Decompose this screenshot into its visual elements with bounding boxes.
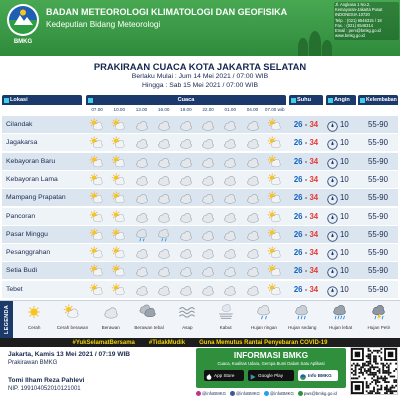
email-icon	[298, 391, 303, 396]
berawan-icon	[242, 155, 264, 169]
location-name: Mampang Prapatan	[6, 194, 66, 202]
legend-tag	[0, 301, 13, 338]
humidity: 55-90	[368, 193, 388, 203]
time-label: 19.00	[180, 107, 192, 112]
berawan-icon	[242, 118, 264, 132]
legend	[0, 300, 400, 338]
temp-min: 26	[293, 229, 303, 239]
cerah-berawan-icon	[108, 191, 130, 205]
temp-min: 26	[293, 156, 303, 166]
legend-item-kabut	[207, 301, 245, 338]
cerah-berawan-icon	[108, 283, 130, 297]
berawan-icon	[153, 283, 175, 297]
temp-separator: -	[302, 120, 310, 129]
berawan-icon	[175, 283, 197, 297]
berawan-icon	[219, 283, 241, 297]
berawan-icon	[219, 173, 241, 187]
cerah-berawan-icon	[264, 264, 286, 278]
wind-direction-icon	[327, 137, 338, 148]
berawan-icon	[153, 155, 175, 169]
contact-line: Telp. : (021) 6546315 / 18	[335, 18, 382, 24]
forecast-row	[2, 262, 398, 279]
twitter-icon	[264, 391, 269, 396]
time-label: 22.00	[202, 107, 214, 112]
cerah-berawan-icon	[61, 304, 83, 320]
instagram-icon	[196, 391, 201, 396]
cerah-berawan-icon	[108, 228, 130, 242]
forecast-row	[2, 171, 398, 188]
facebook-handle: @infoBMKG	[235, 391, 260, 396]
time-label: 07.00	[91, 107, 103, 112]
time-label: 07.00 wib	[264, 107, 285, 112]
berawan-icon	[153, 191, 175, 205]
instagram-link[interactable]	[196, 391, 226, 396]
header-wind-label: Angin	[334, 97, 350, 103]
berawan-icon	[242, 191, 264, 205]
cerah-berawan-icon	[108, 155, 130, 169]
legend-item-asap	[168, 301, 206, 338]
berawan-icon	[219, 210, 241, 224]
forecaster-role: Prakirawan BMKG	[8, 360, 58, 366]
berawan-icon	[242, 136, 264, 150]
legend-label: Hujan sedang	[288, 325, 317, 330]
temp-separator: -	[302, 248, 310, 258]
legend-item-cerah-berawan	[53, 301, 91, 338]
cerah-berawan-icon	[86, 210, 108, 224]
twitter-handle: @infoBMKG	[269, 391, 294, 396]
location-name: Kebayoran Lama	[6, 175, 58, 183]
berawan-icon	[242, 283, 264, 297]
wind-speed: 10	[340, 156, 349, 166]
legend-title: LEGENDA	[3, 305, 10, 334]
bmkg-logo	[6, 3, 40, 37]
legend-label: Hujan lebat	[328, 325, 353, 330]
header-temperature	[289, 95, 323, 105]
humidity: 55-90	[368, 229, 388, 239]
temperature	[289, 153, 323, 170]
legend-label: Kabut	[219, 325, 232, 330]
cerah-berawan-icon	[264, 118, 286, 132]
berawan-icon	[219, 155, 241, 169]
humidity: 55-90	[368, 211, 388, 221]
header-decoration	[298, 38, 308, 56]
temp-min: 26	[293, 120, 303, 129]
location-name: Kebayoran Baru	[6, 157, 56, 165]
header-decoration	[322, 40, 332, 56]
temperature	[289, 189, 323, 206]
kabut-icon	[215, 304, 237, 320]
app-store-label: App Store	[214, 373, 235, 378]
berawan-icon	[175, 173, 197, 187]
temp-separator: -	[302, 266, 310, 276]
page-title: PRAKIRAAN CUACA KOTA JAKARTA SELATAN	[93, 61, 307, 72]
berawan-icon	[131, 155, 153, 169]
contact-line: Fax. : (021) 6546314	[335, 23, 374, 29]
temp-max: 34	[309, 266, 319, 276]
location-name: Tebet	[6, 285, 23, 293]
forecaster-name: Tomi Ilham Reza Pahlevi	[8, 377, 85, 384]
hashtag: #TidakMudik	[148, 339, 186, 346]
legend-label: Cerah	[27, 325, 41, 330]
header-temperature-label: Suhu	[297, 97, 311, 103]
cerah-berawan-icon	[86, 264, 108, 278]
temp-separator: -	[302, 284, 310, 294]
cerah-berawan-icon	[86, 246, 108, 260]
temp-min: 26	[293, 138, 303, 148]
location-name: Pasar Minggu	[6, 230, 48, 238]
contact-line: Jl. Angkasa 1 No.2,	[335, 2, 371, 7]
hujan-sedang-icon	[291, 304, 313, 320]
temp-separator: -	[302, 211, 310, 221]
forecaster-nip: NIP. 199104052010121001	[8, 386, 81, 392]
humidity: 55-90	[368, 138, 388, 148]
berawan-icon	[175, 136, 197, 150]
cerah-berawan-icon	[264, 228, 286, 242]
cerah-berawan-icon	[264, 246, 286, 260]
berawan-icon	[131, 264, 153, 278]
berawan-icon	[242, 246, 264, 260]
cerah-berawan-icon	[86, 283, 108, 297]
cerah-berawan-icon	[86, 155, 108, 169]
wind-direction-icon	[327, 192, 338, 203]
header-tab-marker	[291, 98, 296, 103]
berawan-icon	[197, 210, 219, 224]
wind-speed: 10	[340, 138, 349, 148]
contact-line: INDONESIA 10720	[335, 11, 370, 17]
cerah-icon	[23, 304, 45, 320]
header-tab-marker	[360, 98, 365, 103]
location-name: Pancoran	[6, 212, 36, 220]
temperature	[289, 226, 323, 243]
facebook-icon	[230, 391, 235, 396]
cerah-berawan-icon	[108, 173, 130, 187]
berawan-icon	[219, 246, 241, 260]
legend-item-hujan-ringan	[245, 301, 283, 338]
hujan-ringan-icon	[253, 304, 275, 320]
legend-label: Berawan	[101, 325, 120, 330]
legend-item-hujan-petir	[360, 301, 398, 338]
berawan-icon	[219, 118, 241, 132]
time-labels	[0, 106, 400, 115]
header-tab-marker	[328, 98, 333, 103]
location-name: Jagakarsa	[6, 139, 38, 147]
berawan-icon	[175, 155, 197, 169]
berawan-icon	[131, 210, 153, 224]
berawan-icon	[219, 264, 241, 278]
cerah-berawan-icon	[264, 173, 286, 187]
berawan-icon	[197, 228, 219, 242]
cerah-berawan-icon	[264, 155, 286, 169]
humidity: 55-90	[368, 248, 388, 258]
temp-min: 26	[293, 248, 303, 258]
header-location-label: Lokasi	[10, 97, 28, 103]
cerah-berawan-icon	[264, 136, 286, 150]
google-play-label: Google Play	[258, 373, 284, 378]
legend-item-hujan-sedang	[283, 301, 321, 338]
legend-item-hujan-lebat	[321, 301, 359, 338]
forecast-table	[2, 116, 398, 298]
berawan-tebal-icon	[138, 304, 160, 320]
berawan-icon	[175, 118, 197, 132]
header-humidity-label: Kelembaban	[366, 97, 397, 103]
berawan-icon	[219, 228, 241, 242]
division-name: Kedeputian Bidang Meteorologi	[46, 20, 161, 29]
berawan-icon	[153, 246, 175, 260]
berawan-icon	[100, 304, 122, 320]
cerah-berawan-icon	[86, 191, 108, 205]
temperature	[289, 134, 323, 151]
berawan-icon	[153, 136, 175, 150]
hujan-ringan-icon	[153, 228, 175, 242]
play-icon	[250, 373, 256, 379]
location-name: Setia Budi	[6, 267, 37, 275]
temp-max: 34	[309, 229, 319, 239]
berawan-icon	[197, 246, 219, 260]
berawan-icon	[175, 228, 197, 242]
berawan-icon	[131, 173, 153, 187]
berawan-icon	[242, 228, 264, 242]
temperature	[289, 171, 323, 188]
wind-speed: 10	[340, 284, 349, 294]
berawan-icon	[242, 173, 264, 187]
time-label: 01.00	[224, 107, 237, 112]
forecast-row	[2, 208, 398, 225]
berawan-icon	[197, 283, 219, 297]
temp-separator: -	[302, 174, 310, 184]
cerah-berawan-icon	[108, 118, 130, 132]
humidity: 55-90	[368, 266, 388, 276]
cerah-berawan-icon	[264, 210, 286, 224]
hashtag: #YukSelamatBersama	[72, 339, 135, 346]
humidity: 55-90	[368, 156, 388, 166]
temp-min: 26	[293, 211, 303, 221]
cerah-berawan-icon	[108, 210, 130, 224]
temp-separator: -	[302, 156, 310, 166]
wind-speed: 10	[340, 229, 349, 239]
berawan-icon	[131, 118, 153, 132]
info-title: INFORMASI BMKG	[233, 350, 309, 360]
berawan-icon	[131, 136, 153, 150]
berawan-icon	[131, 283, 153, 297]
cerah-berawan-icon	[264, 191, 286, 205]
facebook-link[interactable]	[230, 391, 260, 396]
header-tab-marker	[4, 98, 9, 103]
temperature	[289, 281, 323, 298]
header-humidity	[358, 95, 398, 105]
berawan-icon	[197, 118, 219, 132]
cerah-berawan-icon	[86, 173, 108, 187]
qr-code	[350, 347, 398, 395]
wind-direction-icon	[327, 247, 338, 258]
time-label: 04.00	[246, 107, 259, 112]
info-panel	[196, 348, 346, 388]
contact-line: Kemayoran-Jakarta Pusat	[335, 6, 383, 12]
hashtag-strip	[0, 338, 400, 347]
hujan-ringan-icon	[131, 228, 153, 242]
header	[0, 0, 400, 56]
berawan-icon	[153, 118, 175, 132]
berawan-icon	[131, 191, 153, 205]
berawan-icon	[175, 264, 197, 278]
temperature	[289, 208, 323, 225]
temp-min: 26	[293, 284, 303, 294]
humidity: 55-90	[368, 284, 388, 294]
cerah-berawan-icon	[86, 228, 108, 242]
hujan-lebat-icon	[329, 304, 351, 320]
valid-from: Berlaku Mulai : Jum 14 Mei 2021 / 07:00 WIB	[131, 73, 269, 80]
temperature	[289, 116, 323, 133]
hujan-petir-icon	[368, 304, 390, 320]
berawan-icon	[242, 264, 264, 278]
header-wind	[326, 95, 356, 105]
temp-max: 34	[309, 138, 319, 148]
cerah-berawan-icon	[86, 136, 108, 150]
wind-direction-icon	[327, 229, 338, 240]
info-bmkg-badge[interactable]	[298, 370, 338, 381]
temp-separator: -	[302, 138, 310, 148]
header-location	[2, 95, 82, 105]
instagram-handle: @infoBMKG	[202, 391, 226, 396]
bmkg-app-icon	[300, 373, 306, 379]
legend-item-berawan	[92, 301, 130, 338]
temp-max: 34	[309, 120, 319, 129]
slogan: Guna Memutus Rantai Penyebaran COVID-19	[199, 339, 328, 346]
wind-direction-icon	[327, 119, 338, 130]
temp-separator: -	[302, 193, 310, 203]
email-link[interactable]	[298, 391, 337, 396]
wind-direction-icon	[327, 211, 338, 222]
wind-direction-icon	[327, 174, 338, 185]
time-label: 13.00	[135, 107, 148, 112]
wind-speed: 10	[340, 211, 349, 221]
berawan-icon	[219, 191, 241, 205]
wind-speed: 10	[340, 266, 349, 276]
cerah-berawan-icon	[108, 264, 130, 278]
contact-line: www.bmkg.go.id	[335, 32, 365, 38]
location-name: Cilandak	[6, 121, 33, 128]
humidity: 55-90	[368, 120, 388, 129]
berawan-icon	[197, 155, 219, 169]
berawan-icon	[242, 210, 264, 224]
berawan-icon	[197, 191, 219, 205]
wind-speed: 10	[340, 174, 349, 184]
wind-direction-icon	[327, 265, 338, 276]
email-address: pws@bmkg.go.id	[303, 391, 337, 396]
issue-date: Jakarta, Kamis 13 Mei 2021 / 07:19 WIB	[8, 351, 131, 358]
forecast-row	[2, 134, 398, 151]
contact-info	[334, 2, 399, 40]
legend-label: Hujan ringan	[250, 325, 277, 330]
cerah-berawan-icon	[108, 136, 130, 150]
time-label: 16.00	[157, 107, 170, 112]
legend-label: Asap	[182, 325, 193, 330]
wind-speed: 10	[340, 193, 349, 203]
legend-label: Berawan tebal	[134, 325, 164, 330]
forecast-row	[2, 244, 398, 261]
app-store-badge[interactable]	[204, 370, 244, 381]
contact-line: Email : pers@bmkg.go.id	[335, 28, 381, 34]
forecast-row	[2, 189, 398, 206]
berawan-icon	[153, 210, 175, 224]
cerah-berawan-icon	[108, 246, 130, 260]
temperature	[289, 244, 323, 261]
wind-speed: 10	[340, 248, 349, 258]
footer	[0, 347, 400, 400]
berawan-icon	[131, 246, 153, 260]
info-bmkg-label: Info BMKG	[308, 373, 332, 378]
legend-items	[15, 301, 398, 338]
apple-icon	[206, 373, 212, 379]
legend-item-cerah	[15, 301, 53, 338]
forecast-row	[2, 153, 398, 170]
berawan-icon	[219, 136, 241, 150]
berawan-icon	[197, 264, 219, 278]
temp-max: 34	[309, 248, 319, 258]
legend-label: Hujan Petir	[367, 325, 391, 330]
temp-separator: -	[302, 229, 310, 239]
temp-min: 26	[293, 193, 303, 203]
cerah-berawan-icon	[264, 283, 286, 297]
temp-max: 34	[309, 156, 319, 166]
wind-direction-icon	[327, 284, 338, 295]
valid-until: Hingga : Sab 15 Mei 2021 / 07:00 WIB	[142, 82, 258, 89]
header-weather-label: Cuaca	[177, 97, 195, 103]
forecast-row	[2, 226, 398, 243]
social-links	[196, 390, 346, 397]
time-label: 10.00	[113, 107, 126, 112]
temp-max: 34	[309, 193, 319, 203]
berawan-icon	[197, 173, 219, 187]
agency-name: BADAN METEOROLOGI KLIMATOLOGI DAN GEOFISIKA	[46, 7, 288, 17]
header-weather	[86, 95, 286, 105]
legend-item-berawan-tebal	[130, 301, 168, 338]
berawan-icon	[153, 264, 175, 278]
berawan-icon	[175, 191, 197, 205]
temp-max: 34	[309, 284, 319, 294]
berawan-icon	[175, 246, 197, 260]
header-decoration	[309, 31, 321, 56]
legend-label: Cerah berawan	[56, 325, 89, 330]
temp-max: 34	[309, 211, 319, 221]
temp-max: 34	[309, 174, 319, 184]
wind-speed: 10	[340, 120, 349, 129]
cerah-berawan-icon	[86, 118, 108, 132]
berawan-icon	[153, 173, 175, 187]
google-play-badge[interactable]	[248, 370, 294, 381]
info-tagline: Cuaca, Kualitas Udara, Gempa Bumi Dalam Satu Aplikasi	[217, 361, 325, 366]
berawan-icon	[175, 210, 197, 224]
humidity: 55-90	[368, 174, 388, 184]
temp-min: 26	[293, 174, 303, 184]
forecast-row	[2, 281, 398, 298]
temp-min: 26	[293, 266, 303, 276]
forecast-row	[2, 116, 398, 133]
logo-text: BMKG	[13, 39, 33, 45]
wind-direction-icon	[327, 156, 338, 167]
location-name: Pesanggrahan	[6, 249, 51, 257]
twitter-link[interactable]	[264, 391, 294, 396]
asap-icon	[176, 304, 198, 320]
temperature	[289, 262, 323, 279]
berawan-icon	[197, 136, 219, 150]
